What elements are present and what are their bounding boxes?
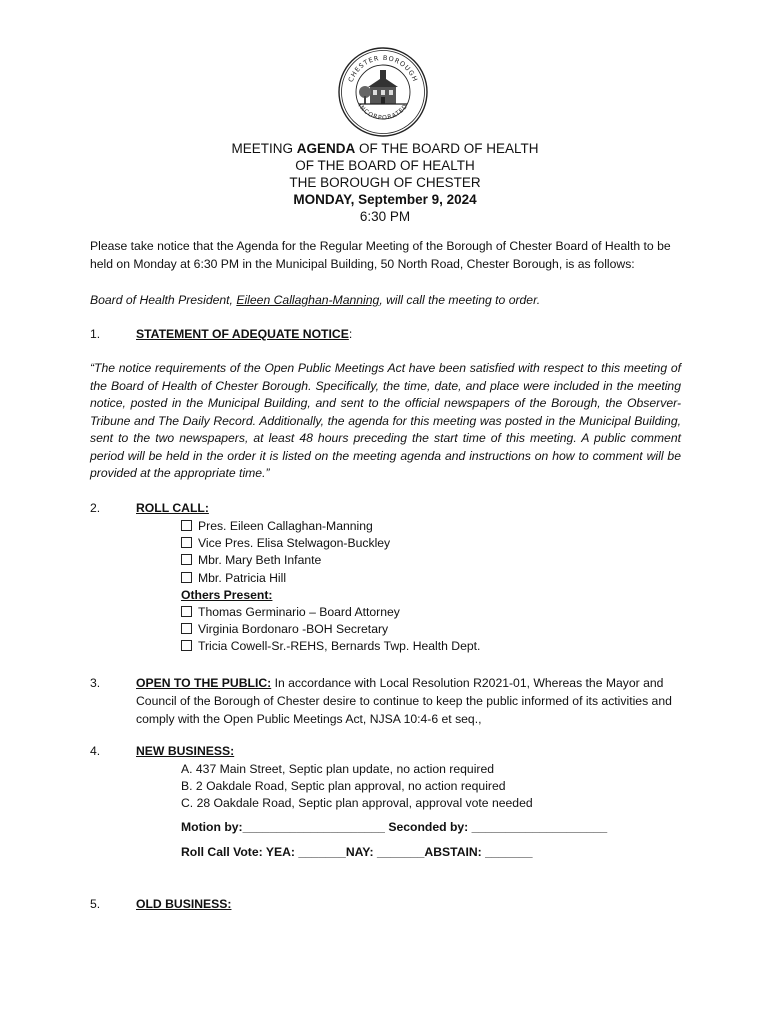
section-3-number: 3. — [90, 676, 101, 690]
checkbox-icon — [181, 537, 192, 548]
list-item: Virginia Bordonaro -BOH Secretary — [181, 621, 480, 638]
meeting-time: 6:30 PM — [359, 209, 411, 224]
list-item: B. 2 Oakdale Road, Septic plan approval, no action required — [181, 779, 506, 794]
section-1-title: STATEMENT OF ADEQUATE NOTICE: — [136, 327, 353, 341]
section-3-title: OPEN TO THE PUBLIC: — [136, 676, 272, 690]
agenda-heading — [0, 140, 770, 225]
checkbox-icon — [181, 640, 192, 651]
svg-text:INCORPORATED: INCORPORATED — [356, 102, 410, 122]
roll-call-vote-line: Roll Call Vote: YEA: _______NAY: _______ABSTAIN: _______ — [181, 845, 533, 859]
meeting-date: MONDAY, September 9, 2024 — [293, 192, 477, 207]
adequate-notice-text: “The notice requirements of the Open Public Meetings Act have been satisfied with respect to this meeting of the Board of Health of Chester Borough. Specifically, the time, date, and place were included in the meeting notice, posted in the Municipal Building, and sent to the official newspapers of the Borough, the Observer-Tribune and The Daily Record. Additionally, the agenda for this meeting was posted in the Municipal Building, sent to the two newspapers, at least 48 hours preceding the start time of this meeting. A public comment period will be held in the order it is listed on the meeting agenda and instructions on how to comment will be provided at the appropriate time.” — [90, 361, 681, 480]
president-line: Board of Health President, Eileen Callaghan-Manning, will call the meeting to order. — [90, 293, 541, 307]
section-4-number: 4. — [90, 744, 101, 758]
heading-line-1: MEETING AGENDA OF THE BOARD OF HEALTH — [231, 141, 539, 156]
checkbox-icon — [181, 520, 192, 531]
list-item: C. 28 Oakdale Road, Septic plan approval, approval vote needed — [181, 796, 533, 811]
list-item: A. 437 Main Street, Septic plan update, no action required — [181, 762, 495, 776]
section-2-number: 2. — [90, 501, 101, 515]
list-item: Tricia Cowell-Sr.-REHS, Bernards Twp. Health Dept. — [181, 638, 480, 655]
checkbox-icon — [181, 554, 192, 565]
list-item: Thomas Germinario – Board Attorney — [181, 604, 480, 621]
roll-call-list — [181, 518, 480, 656]
list-item: Vice Pres. Elisa Stelwagon-Buckley — [181, 535, 480, 552]
section-4-title: NEW BUSINESS: — [136, 744, 235, 758]
borough-seal-logo — [337, 46, 429, 138]
section-5-number: 5. — [90, 897, 101, 911]
list-item: Pres. Eileen Callaghan-Manning — [181, 518, 480, 535]
section-5-title: OLD BUSINESS: — [136, 897, 232, 911]
section-2-title: ROLL CALL: — [136, 501, 209, 515]
checkbox-icon — [181, 623, 192, 634]
others-present-label: Others Present: — [181, 587, 273, 602]
intro-paragraph: Please take notice that the Agenda for the Regular Meeting of the Borough of Chester Board of Health to be held on Monday at 6:30 PM in the Municipal Building, 50 North Road, Chester Borough, is as follows: — [90, 239, 671, 271]
checkbox-icon — [181, 572, 192, 583]
president-name: Eileen Callaghan-Manning — [236, 293, 380, 307]
new-business-list — [181, 761, 533, 813]
svg-text:CHESTER BOROUGH: CHESTER BOROUGH — [346, 53, 420, 84]
list-item: Mbr. Patricia Hill — [181, 570, 480, 587]
heading-line-3: THE BOROUGH OF CHESTER — [289, 175, 481, 190]
open-to-public-paragraph: OPEN TO THE PUBLIC: In accordance with Local Resolution R2021-01, Whereas the Mayor and Council of the Borough of Chester desire to continue to keep the public informed of its activities and comply with the Open Public Meetings Act, NJSA 10:4-6 et seq., — [136, 676, 672, 726]
checkbox-icon — [181, 606, 192, 617]
list-item: Mbr. Mary Beth Infante — [181, 552, 480, 569]
section-1-number: 1. — [90, 327, 101, 341]
heading-line-2: OF THE BOARD OF HEALTH — [295, 158, 475, 173]
motion-line: Motion by:_____________________ Seconded by: ____________________ — [181, 820, 608, 834]
